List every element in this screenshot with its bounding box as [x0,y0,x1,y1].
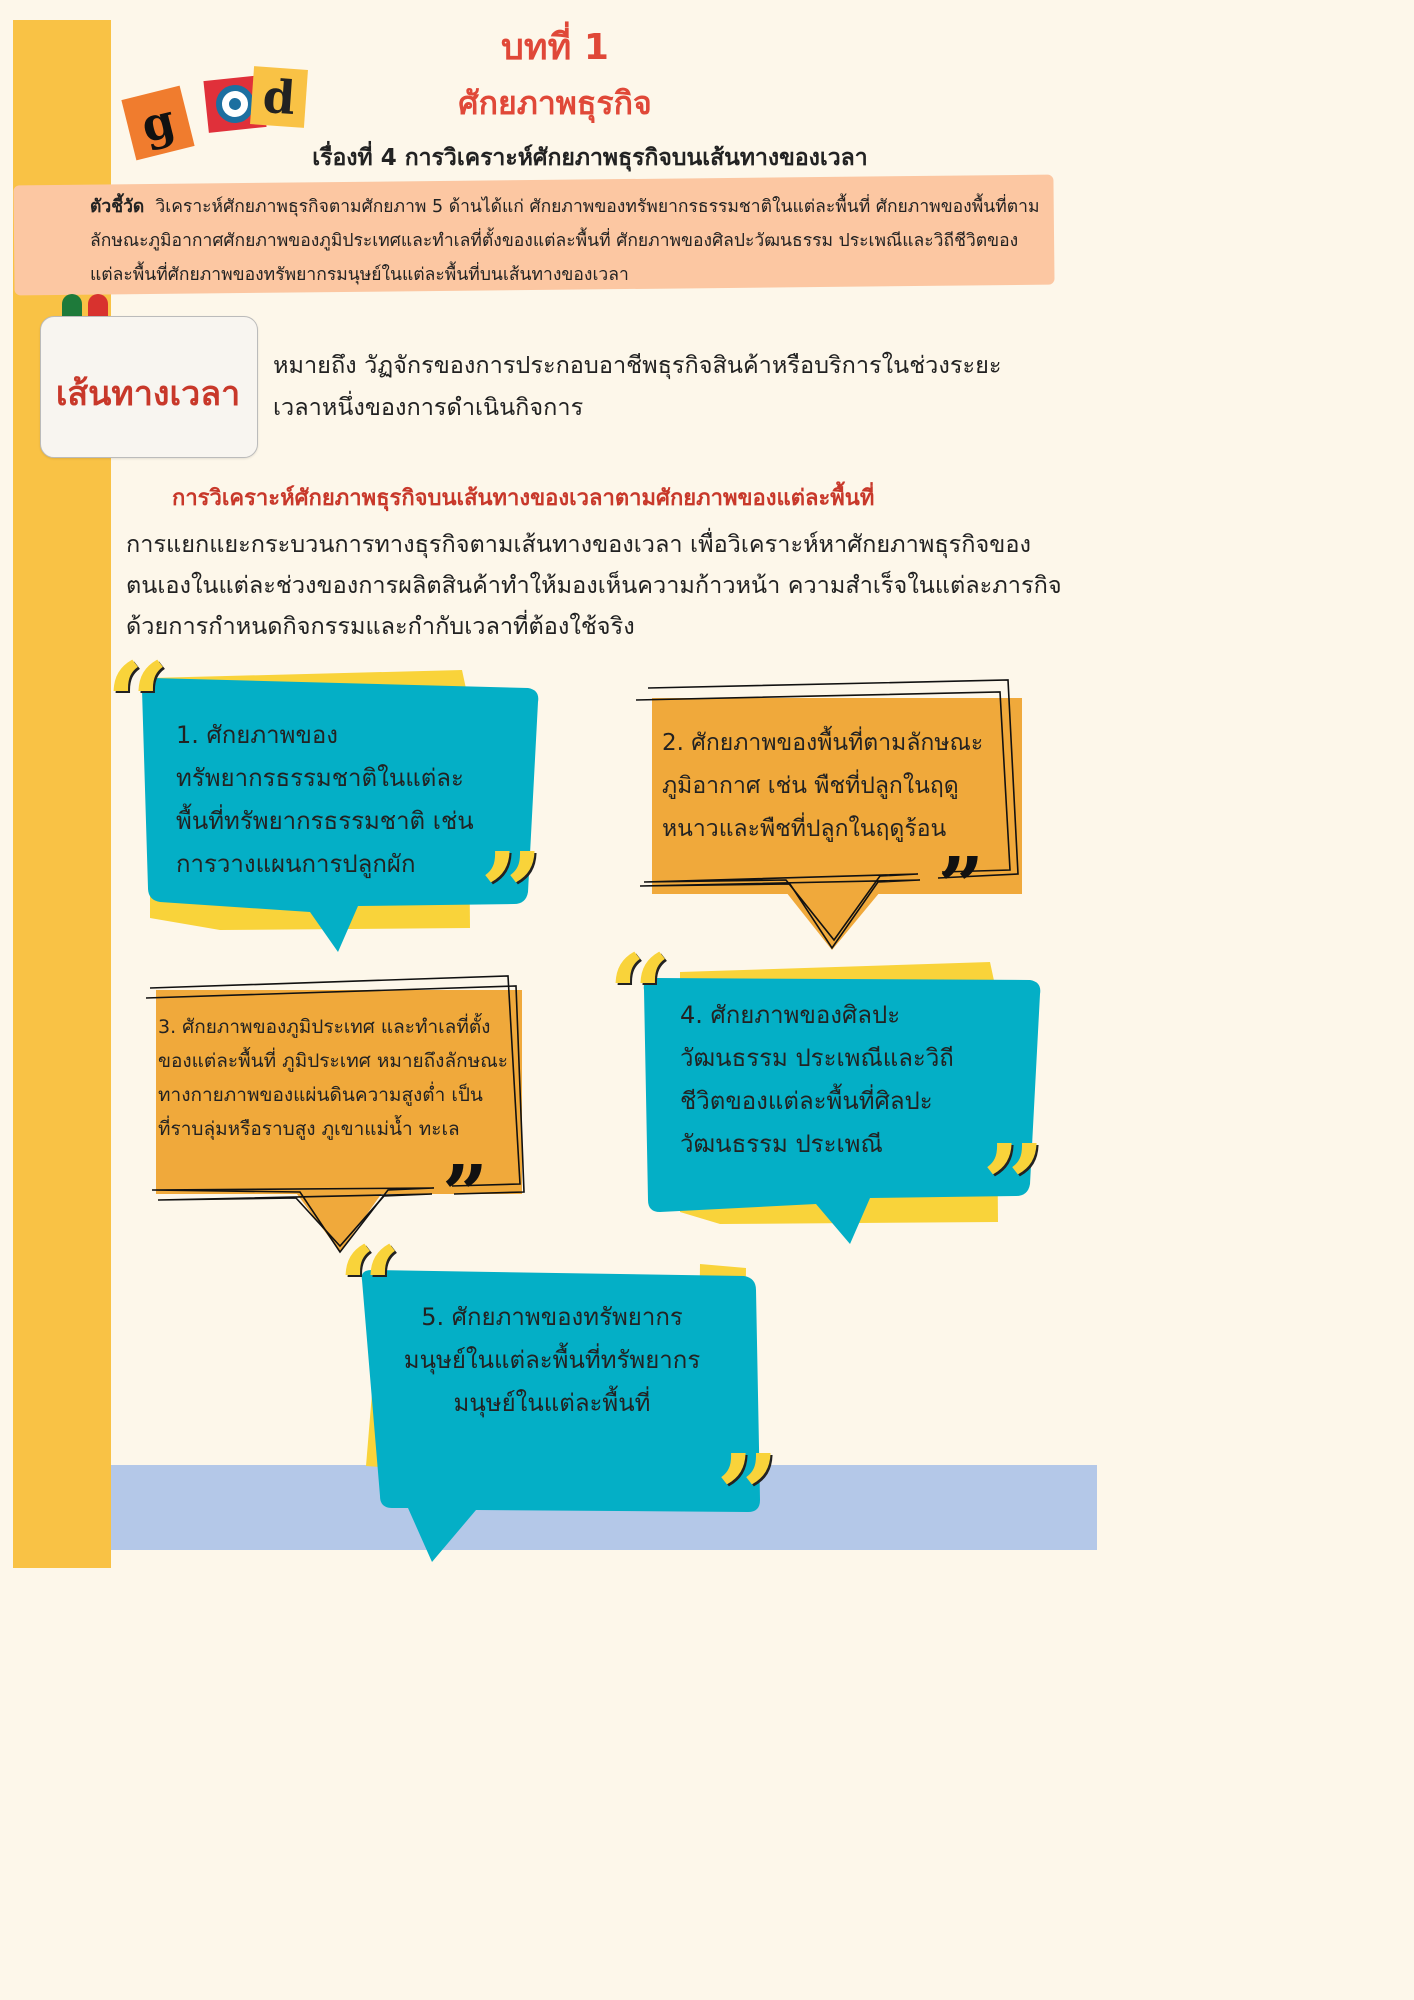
bubble-1-close-quote-icon: ” [480,828,544,957]
bubble-1-text: 1. ศักยภาพของทรัพยากรธรรมชาติในแต่ละพื้นที่ทรัพยากรธรรมชาติ เช่น การวางแผนการปลูกผัก [176,721,474,878]
term-label: เส้นทางเวลา [55,374,241,414]
topic-title: ศักยภาพธุรกิจ [458,84,652,122]
logo-letter-g-text: g [135,92,181,154]
bubble-1-open-quote-icon: “ [106,638,170,767]
indicator-text: วิเคราะห์ศักยภาพธุรกิจตามศักยภาพ 5 ด้านได้แก่ ศักยภาพของทรัพยากรธรรมชาติในแต่ละพื้นที่ ศักยภาพของพื้นที่ตามลักษณะภูมิอากาศศักยภาพของภูมิประเทศและทำเลที่ตั้งของแต่ละพื้นที่ ศักยภาพของศิลปะวัฒนธรรม ประเพณีและวิถีชีวิตของแต่ละพื้นที่ศักยภาพของทรัพยากรมนุษย์ในแต่ละพื้นที่บนเส้นทางของเวลา [90,197,1040,285]
bubble-5-close-quote-icon: ” [716,1430,780,1559]
bubble-4-open-quote-icon: “ [608,930,672,1059]
logo-letter-d-text: d [261,68,297,126]
section-body: การแยกแยะกระบวนการทางธุรกิจตามเส้นทางของเวลา เพื่อวิเคราะห์หาศักยภาพธุรกิจของตนเองในแต่ละช่วงของการผลิตสินค้าทำให้มองเห็นความก้าวหน้า ความสำเร็จในแต่ละภารกิจ ด้วยการกำหนดกิจกรรมและกำกับเวลาที่ต้องใช้จริง [126,530,1062,640]
bubble-2-text: 2. ศักยภาพของพื้นที่ตามลักษณะภูมิอากาศ เช่น พืชที่ปลูกในฤดูหนาวและพืชที่ปลูกในฤดูร้อน [662,730,984,842]
section-heading: การวิเคราะห์ศักยภาพธุรกิจบนเส้นทางของเวลาตามศักยภาพของแต่ละพื้นที่ [172,486,875,511]
chapter-title: บทที่ 1 [501,27,609,68]
definition-text: หมายถึง วัฏจักรของการประกอบอาชีพธุรกิจสินค้าหรือบริการในช่วงระยะเวลาหนึ่งของการดำเนินกิจการ [273,351,1002,421]
bubble-2-close-quote-icon: ” [938,839,985,933]
lesson-subtitle: เรื่องที่ 4 การวิเคราะห์ศักยภาพธุรกิจบนเส้นทางของเวลา [312,145,868,171]
indicator-label: ตัวชี้วัด [90,197,145,217]
bubble-4-text: 4. ศักยภาพของศิลปะวัฒนธรรม ประเพณีและวิถีชีวิตของแต่ละพื้นที่ศิลปะ วัฒนธรรม ประเพณี [680,1001,954,1158]
bubble-4-close-quote-icon: ” [982,1120,1046,1249]
bubble-5-open-quote-icon: “ [338,1222,402,1351]
bubble-3-text: 3. ศักยภาพของภูมิประเทศ และทำเลที่ตั้งของแต่ละพื้นที่ ภูมิประเทศ หมายถึงลักษณะทางกายภาพของแผ่นดินความสูงต่ำ เป็นที่ราบลุ่มหรือราบสูง ภูเขาแม่น้ำ ทะเล [158,1016,508,1140]
bubble-3-close-quote-icon: ” [442,1147,489,1241]
bubble-5-text: 5. ศักยภาพของทรัพยากรมนุษย์ในแต่ละพื้นที่ทรัพยากรมนุษย์ในแต่ละพื้นที่ [403,1303,701,1417]
